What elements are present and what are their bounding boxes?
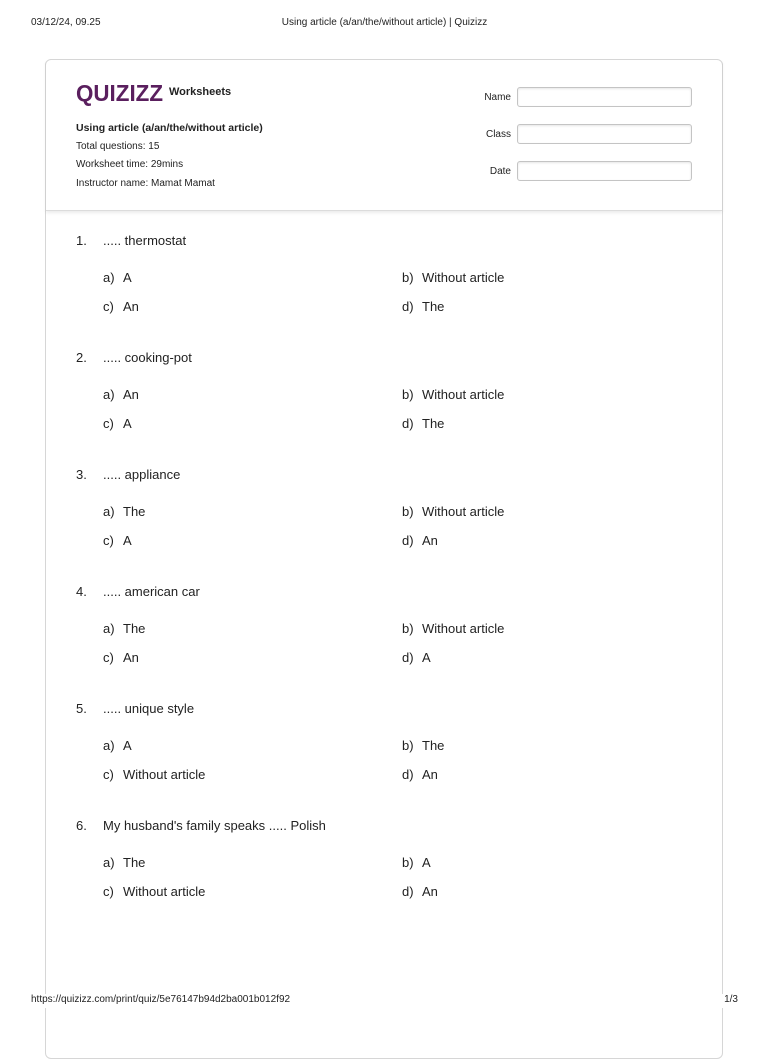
option-letter: b): [402, 504, 414, 519]
option-letter: c): [103, 767, 114, 782]
option-letter: d): [402, 884, 414, 899]
option-text: A: [123, 270, 132, 285]
option-letter: d): [402, 650, 414, 665]
page-number: 1/3: [724, 994, 738, 1005]
question-number: 3.: [76, 467, 87, 482]
question-text: My husband's family speaks ..... Polish: [103, 818, 326, 833]
date-label: Date: [489, 166, 511, 177]
name-field-row: [456, 87, 696, 109]
date-field-row: [456, 161, 696, 183]
option-letter: a): [103, 621, 115, 636]
option-text: An: [422, 533, 438, 548]
option-letter: a): [103, 387, 115, 402]
option-text: Without article: [422, 504, 505, 519]
option-text: An: [123, 387, 139, 402]
name-field[interactable]: [517, 87, 692, 107]
print-page-title: Using article (a/an/the/without article) | Quizizz: [281, 17, 488, 28]
option-text: The: [123, 621, 146, 636]
option-a: [103, 387, 139, 402]
class-field[interactable]: [517, 124, 692, 144]
option-letter: c): [103, 533, 114, 548]
option-b: [402, 621, 504, 636]
option-d: [402, 884, 438, 899]
worksheet-card: [45, 59, 723, 1059]
option-text: The: [422, 738, 445, 753]
option-text: A: [123, 416, 132, 431]
option-b: [402, 738, 444, 753]
option-d: [402, 767, 438, 782]
instructor-name: Instructor name: Mamat Mamat: [76, 177, 215, 189]
question-stem: [76, 818, 326, 833]
option-letter: c): [103, 416, 114, 431]
class-label: Class: [485, 129, 511, 140]
option-letter: b): [402, 738, 414, 753]
question-number: 2.: [76, 350, 87, 365]
total-questions: Total questions: 15: [76, 140, 160, 152]
quizizz-logo-text: QUIZIZZ: [76, 80, 163, 106]
worksheet-time: Worksheet time: 29mins: [76, 159, 184, 170]
option-letter: a): [103, 855, 115, 870]
option-c: [103, 416, 132, 431]
name-label: Name: [484, 92, 511, 103]
option-a: [103, 738, 132, 753]
option-text: Without article: [422, 621, 505, 636]
question-item: [76, 350, 696, 467]
option-c: [103, 650, 139, 665]
option-letter: c): [103, 884, 114, 899]
print-footer: [31, 994, 738, 1008]
option-c: [103, 533, 132, 548]
question-text: ..... american car: [103, 584, 200, 599]
option-letter: d): [402, 767, 414, 782]
question-stem: [76, 701, 194, 716]
option-a: [103, 621, 145, 636]
option-letter: b): [402, 855, 414, 870]
option-text: The: [422, 299, 445, 314]
question-item: [76, 467, 696, 584]
option-text: Without article: [422, 270, 505, 285]
class-field-row: [456, 124, 696, 146]
option-letter: a): [103, 738, 115, 753]
print-date: 03/12/24, 09.25: [31, 17, 101, 28]
option-c: [103, 299, 139, 314]
worksheet-title: Using article (a/an/the/without article): [76, 122, 263, 134]
question-item: [76, 701, 696, 818]
option-a: [103, 855, 145, 870]
option-letter: b): [402, 387, 414, 402]
question-list: [76, 233, 696, 935]
option-b: [402, 504, 504, 519]
option-c: [103, 884, 205, 899]
option-letter: a): [103, 270, 115, 285]
worksheet-info: [76, 119, 263, 193]
question-text: ..... appliance: [103, 467, 181, 482]
question-stem: [76, 584, 200, 599]
option-a: [103, 270, 132, 285]
option-letter: c): [103, 299, 114, 314]
option-text: Without article: [123, 767, 206, 782]
option-text: An: [422, 884, 438, 899]
question-stem: [76, 467, 180, 482]
option-letter: c): [103, 650, 114, 665]
question-stem: [76, 233, 186, 248]
option-text: An: [123, 650, 139, 665]
option-d: [402, 650, 431, 665]
question-stem: [76, 350, 192, 365]
option-a: [103, 504, 145, 519]
option-text: A: [422, 855, 431, 870]
question-number: 6.: [76, 818, 87, 833]
question-item: [76, 584, 696, 701]
option-text: A: [123, 533, 132, 548]
option-letter: d): [402, 299, 414, 314]
option-c: [103, 767, 205, 782]
option-letter: d): [402, 533, 414, 548]
option-d: [402, 533, 438, 548]
option-b: [402, 387, 504, 402]
option-text: The: [123, 855, 146, 870]
option-text: Without article: [123, 884, 206, 899]
question-text: ..... cooking-pot: [103, 350, 192, 365]
print-url: https://quizizz.com/print/quiz/5e76147b94d2ba001b012f92: [31, 994, 291, 1005]
option-text: Without article: [422, 387, 505, 402]
option-d: [402, 416, 444, 431]
question-number: 5.: [76, 701, 87, 716]
question-text: ..... thermostat: [103, 233, 187, 248]
option-b: [402, 855, 431, 870]
option-text: A: [123, 738, 132, 753]
option-text: An: [422, 767, 438, 782]
question-number: 4.: [76, 584, 87, 599]
date-field[interactable]: [517, 161, 692, 181]
worksheet-header: [46, 60, 722, 211]
option-d: [402, 299, 444, 314]
option-letter: b): [402, 621, 414, 636]
option-letter: b): [402, 270, 414, 285]
option-b: [402, 270, 504, 285]
option-letter: d): [402, 416, 414, 431]
option-text: An: [123, 299, 139, 314]
option-text: A: [422, 650, 431, 665]
question-number: 1.: [76, 233, 87, 248]
print-header: [31, 17, 738, 31]
option-text: The: [422, 416, 445, 431]
question-text: ..... unique style: [103, 701, 195, 716]
quizizz-logo: [76, 80, 164, 106]
product-name: Worksheets: [169, 86, 232, 98]
question-item: [76, 233, 696, 350]
question-item: [76, 818, 696, 935]
option-letter: a): [103, 504, 115, 519]
option-text: The: [123, 504, 146, 519]
